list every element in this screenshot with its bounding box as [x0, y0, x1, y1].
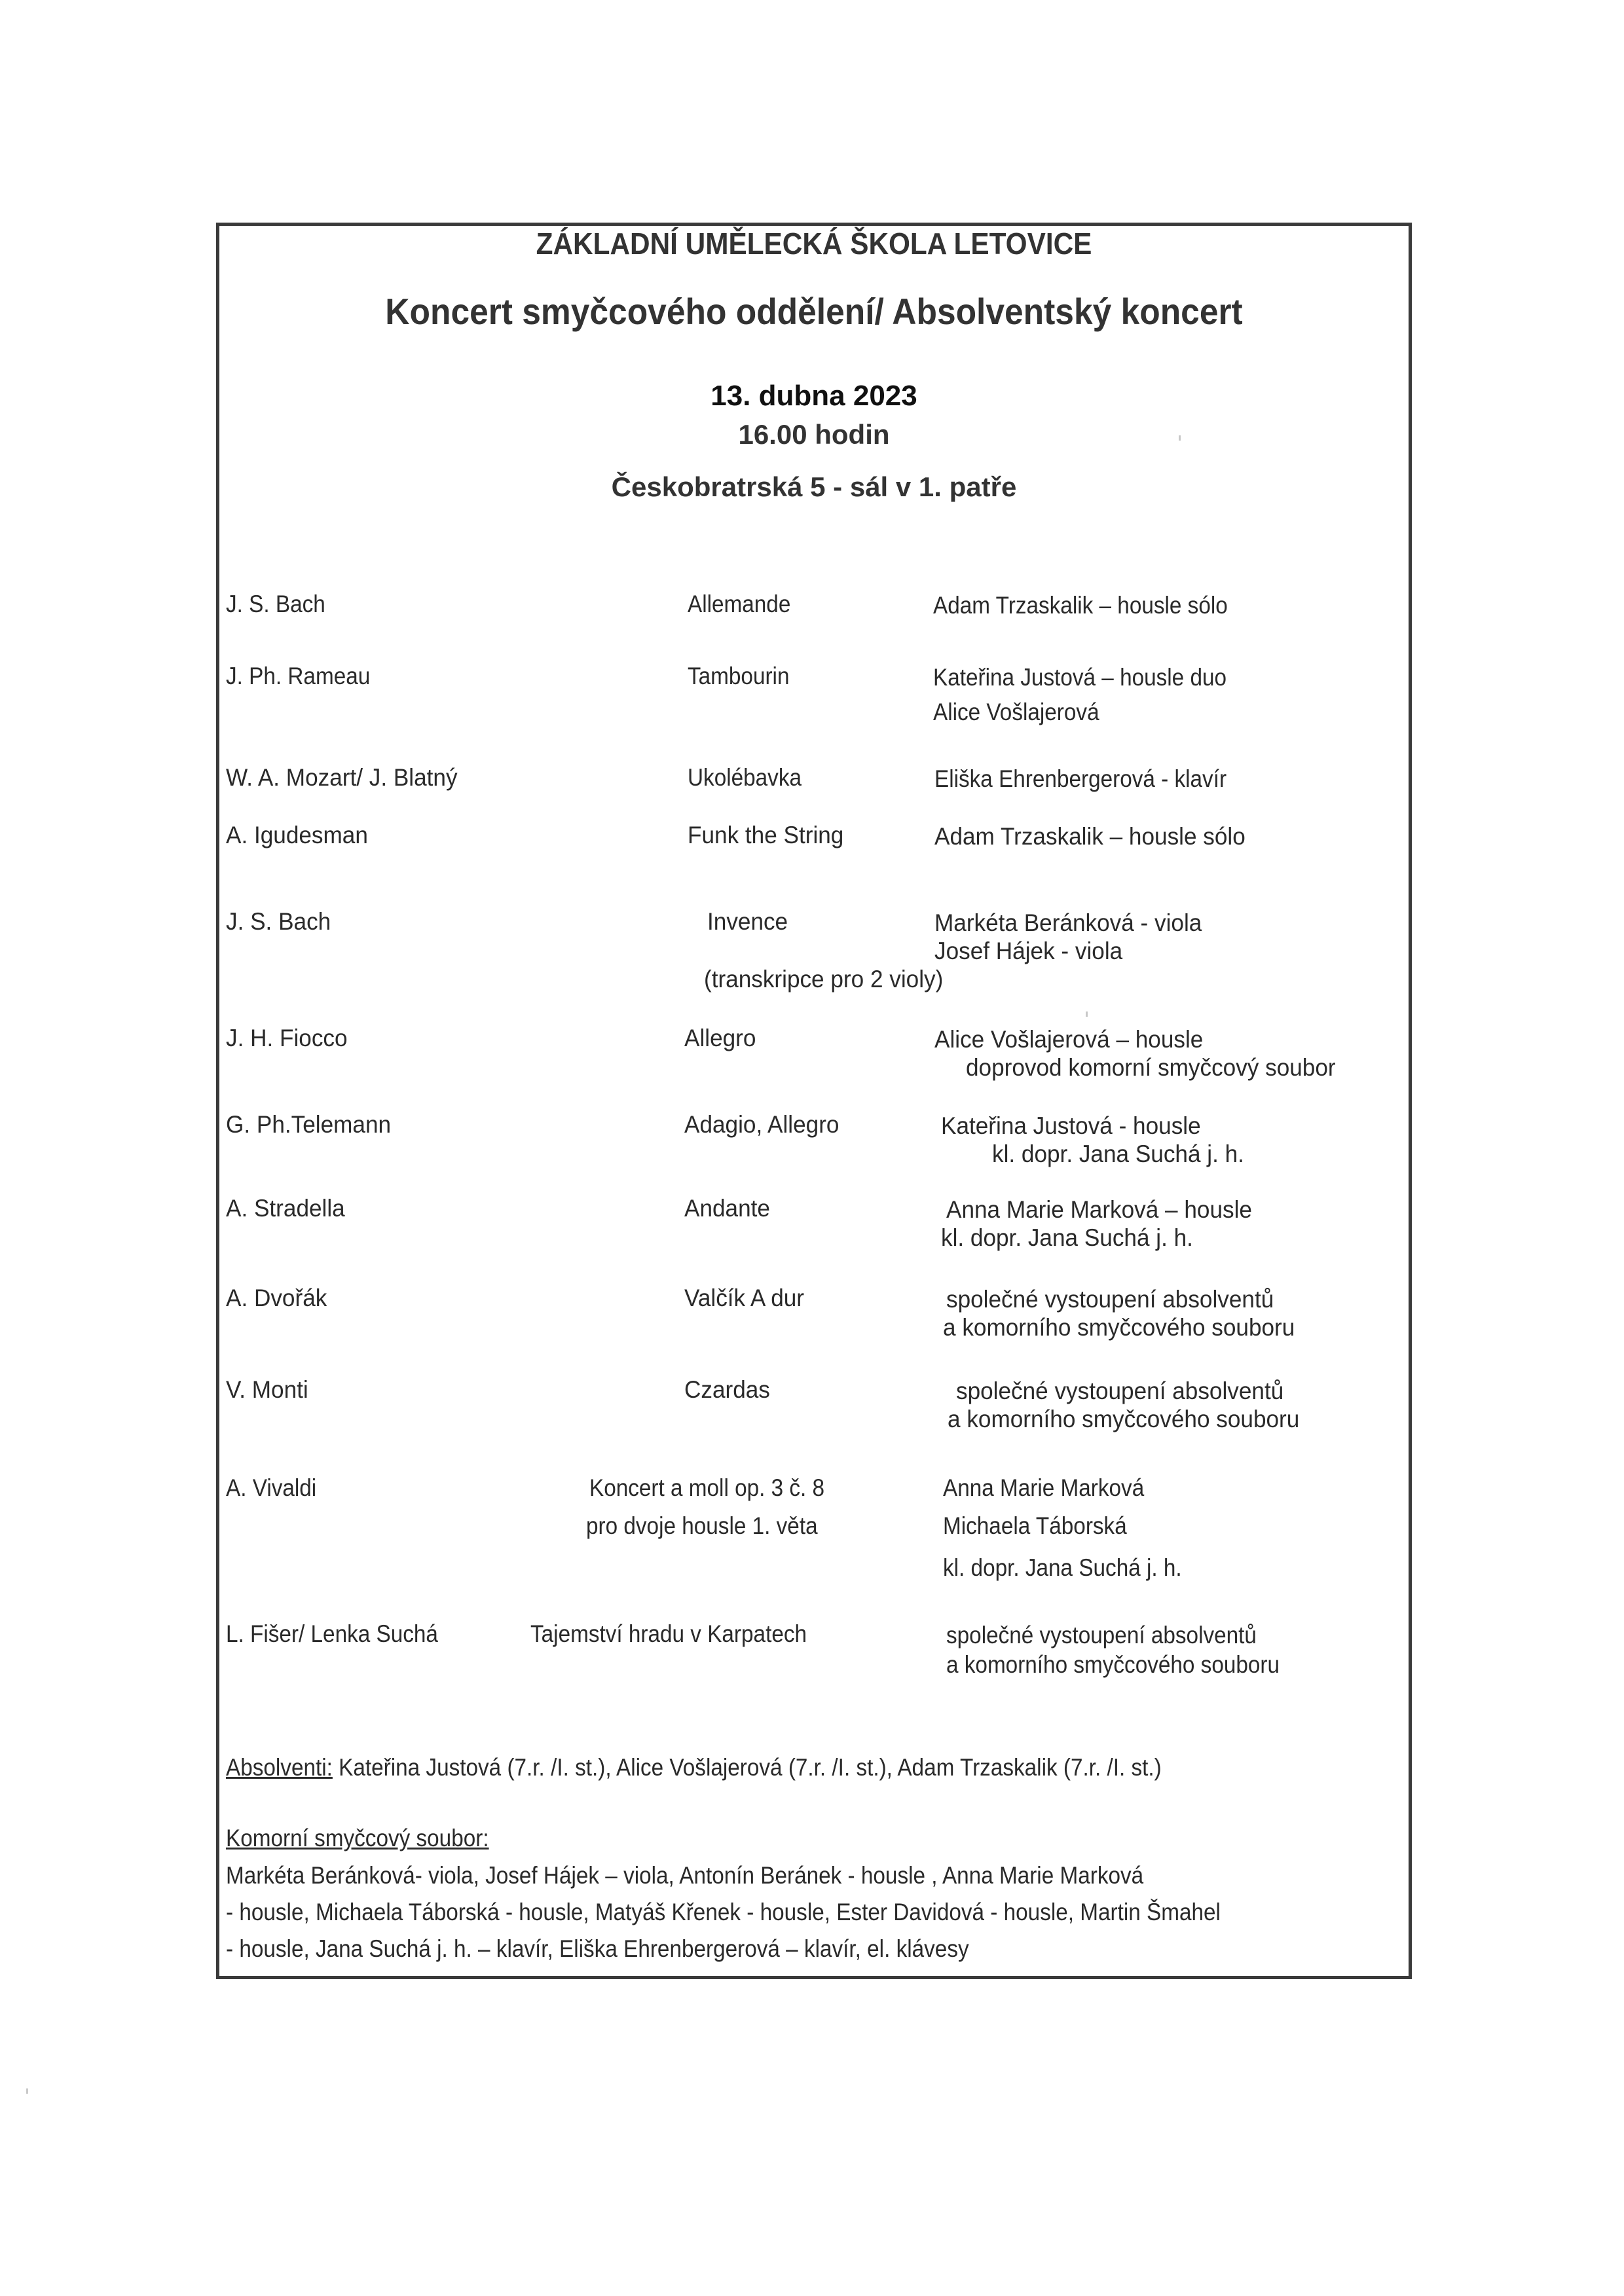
program-performer: Kateřina Justová – housle duo	[933, 664, 1227, 691]
program-piece: Allemande	[688, 591, 791, 617]
program-performer: a komorního smyčcového souboru	[948, 1406, 1300, 1432]
program-piece: Valčík A dur	[684, 1285, 805, 1311]
program-composer: J. H. Fiocco	[226, 1025, 348, 1051]
program-piece: Invence	[707, 908, 788, 935]
program-piece: Funk the String	[688, 822, 844, 848]
program-performer: kl. dopr. Jana Suchá j. h.	[941, 1224, 1193, 1251]
program-performer: doprovod komorní smyčcový soubor	[966, 1054, 1336, 1081]
program-composer: J. S. Bach	[226, 908, 331, 935]
program-performer: společné vystoupení absolventů	[956, 1377, 1284, 1404]
program-composer: A. Vivaldi	[226, 1474, 317, 1501]
program-composer: L. Fišer/ Lenka Suchá	[226, 1620, 438, 1647]
program-performer: Anna Marie Marková	[943, 1474, 1145, 1501]
program-performer: Adam Trzaskalik – housle sólo	[933, 592, 1228, 619]
concert-title: Koncert smyčcového oddělení/ Absolventský koncert	[385, 291, 1243, 332]
program-performer: Markéta Beránková - viola	[934, 909, 1202, 936]
school-name: ZÁKLADNÍ UMĚLECKÁ ŠKOLA LETOVICE	[536, 227, 1092, 261]
program-composer: A. Dvořák	[226, 1285, 327, 1311]
program-composer: V. Monti	[226, 1376, 308, 1403]
program-piece: Koncert a moll op. 3 č. 8	[589, 1474, 825, 1501]
program-composer: J. Ph. Rameau	[226, 663, 371, 689]
program-performer: společné vystoupení absolventů	[946, 1622, 1257, 1649]
program-performer: a komorního smyčcového souboru	[943, 1314, 1295, 1341]
ensemble-line: - housle, Michaela Táborská - housle, Matyáš Křenek - housle, Ester Davidová - housle, Martin Šmahel	[226, 1899, 1221, 1925]
program-piece: Tambourin	[688, 663, 790, 689]
program-piece-note: (transkripce pro 2 violy)	[704, 966, 944, 993]
program-piece: Tajemství hradu v Karpatech	[530, 1620, 807, 1647]
program-performer: a komorního smyčcového souboru	[946, 1651, 1280, 1678]
program-performer: Anna Marie Marková – housle	[946, 1196, 1252, 1223]
program-piece: Andante	[684, 1195, 770, 1222]
program-piece: Ukolébavka	[688, 764, 802, 791]
program-piece: Allegro	[684, 1025, 756, 1051]
program-performer: kl. dopr. Jana Suchá j. h.	[992, 1140, 1244, 1167]
ensemble-line: - housle, Jana Suchá j. h. – klavír, Eliška Ehrenbergerová – klavír, el. klávesy	[226, 1935, 969, 1962]
program-composer: G. Ph.Telemann	[226, 1111, 392, 1138]
concert-time: 16.00 hodin	[738, 419, 890, 450]
scan-speck	[1086, 1011, 1088, 1017]
program-piece: Adagio, Allegro	[684, 1111, 840, 1138]
program-performer: společné vystoupení absolventů	[946, 1286, 1274, 1313]
scan-speck	[1179, 435, 1181, 441]
program-frame	[216, 223, 1412, 1979]
scan-speck	[26, 2088, 28, 2094]
program-performer: Michaela Táborská	[943, 1512, 1127, 1539]
program-composer: A. Stradella	[226, 1195, 345, 1222]
program-performer: Eliška Ehrenbergerová - klavír	[934, 765, 1227, 792]
program-performer: kl. dopr. Jana Suchá j. h.	[943, 1554, 1182, 1581]
program-performer: Adam Trzaskalik – housle sólo	[934, 823, 1246, 850]
program-composer: A. Igudesman	[226, 822, 368, 848]
program-performer: Kateřina Justová - housle	[941, 1112, 1201, 1139]
graduates-label: Absolventi:	[226, 1754, 333, 1781]
ensemble-label: Komorní smyčcový soubor:	[226, 1825, 489, 1851]
ensemble-line: Markéta Beránková- viola, Josef Hájek – viola, Antonín Beránek - housle , Anna Marie Marková	[226, 1862, 1144, 1889]
program-piece: Czardas	[684, 1376, 770, 1403]
program-performer: Alice Vošlajerová	[933, 699, 1099, 725]
program-performer: Alice Vošlajerová – housle	[934, 1026, 1204, 1053]
program-piece: pro dvoje housle 1. věta	[586, 1512, 818, 1539]
graduates-line	[226, 1753, 1162, 1783]
program-composer: W. A. Mozart/ J. Blatný	[226, 764, 458, 791]
graduates-text: Kateřina Justová (7.r. /I. st.), Alice Vošlajerová (7.r. /I. st.), Adam Trzaskalik (7.r. /I. st.)	[332, 1754, 1162, 1781]
program-performer: Josef Hájek - viola	[934, 938, 1123, 964]
concert-venue: Českobratrská 5 - sál v 1. patře	[611, 471, 1017, 502]
program-composer: J. S. Bach	[226, 591, 325, 617]
concert-date: 13. dubna 2023	[710, 380, 917, 412]
